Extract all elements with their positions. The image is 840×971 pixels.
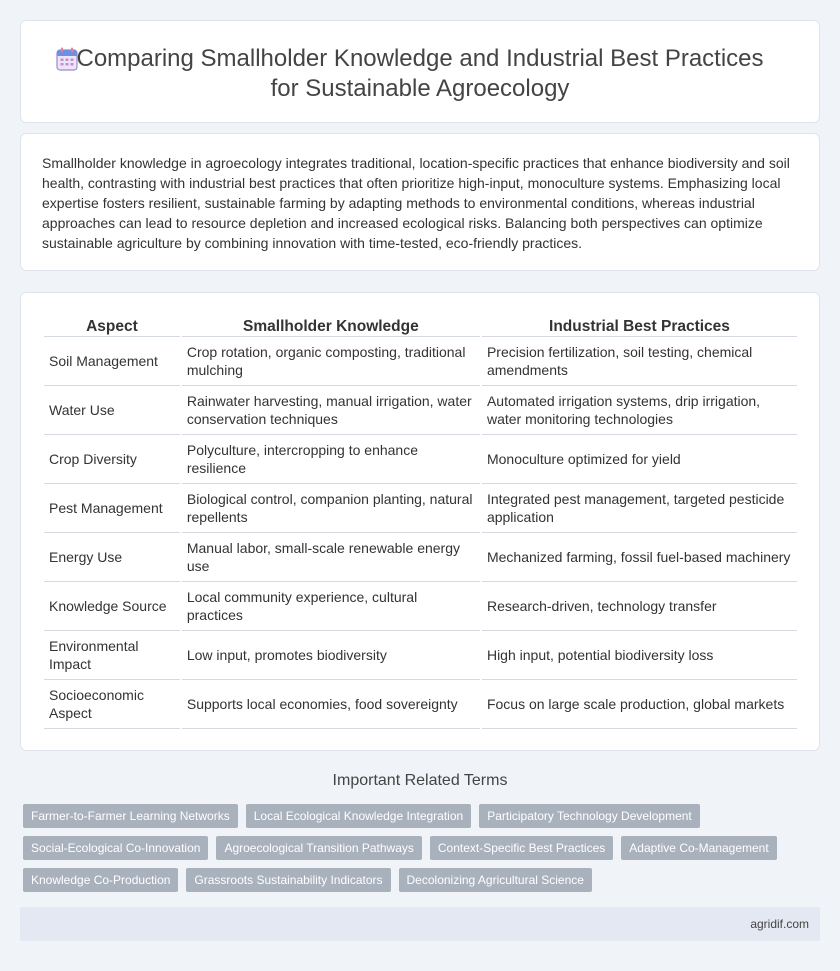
footer-site: agridif.com [750, 917, 809, 931]
intro-paragraph: Smallholder knowledge in agroecology integrates traditional, location-specific practices that enhance biodiversity and soil health, contrasting with industrial best practices that often prioritize high-input, monoculture systems. Emphasizing local expertise fosters resilient, sustainable farming by adapting methods to environmental conditions, whereas industrial approaches can lead to resource depletion and increased ecological risks. Balancing both perspectives can optimize sustainable agriculture by combining innovation with time-tested, eco-friendly practices. [42, 155, 790, 251]
table-row [44, 631, 797, 680]
cell-smallholder: Supports local economies, food sovereignty [182, 680, 480, 729]
table-row [44, 582, 797, 631]
cell-aspect: Pest Management [44, 484, 180, 533]
intro-card [20, 133, 820, 271]
cell-aspect: Energy Use [44, 533, 180, 582]
related-term-tag[interactable]: Context-Specific Best Practices [430, 836, 613, 860]
cell-aspect: Water Use [44, 386, 180, 435]
page-title-line-1: Comparing Smallholder Knowledge and Industrial Best Practices [76, 45, 764, 72]
cell-industrial: Automated irrigation systems, drip irrigation, water monitoring technologies [482, 386, 797, 435]
cell-smallholder: Low input, promotes biodiversity [182, 631, 480, 680]
cell-industrial: Mechanized farming, fossil fuel-based machinery [482, 533, 797, 582]
table-row [44, 337, 797, 386]
cell-smallholder: Rainwater harvesting, manual irrigation, water conservation techniques [182, 386, 480, 435]
related-term-tag[interactable]: Local Ecological Knowledge Integration [246, 804, 471, 828]
cell-aspect: Crop Diversity [44, 435, 180, 484]
related-term-tag[interactable]: Participatory Technology Development [479, 804, 700, 828]
cell-smallholder: Biological control, companion planting, natural repellents [182, 484, 480, 533]
cell-smallholder: Crop rotation, organic composting, traditional mulching [182, 337, 480, 386]
related-term-tag[interactable]: Farmer-to-Farmer Learning Networks [23, 804, 238, 828]
footer [20, 907, 820, 941]
related-term-tag[interactable]: Adaptive Co-Management [621, 836, 776, 860]
tag-row [23, 836, 813, 860]
table-header-row [44, 313, 797, 337]
table-row [44, 435, 797, 484]
related-term-tag[interactable]: Social-Ecological Co-Innovation [23, 836, 208, 860]
table-row [44, 680, 797, 729]
tag-row [23, 868, 813, 892]
cell-industrial: Precision fertilization, soil testing, chemical amendments [482, 337, 797, 386]
header-aspect: Aspect [44, 313, 180, 337]
related-term-tag[interactable]: Agroecological Transition Pathways [216, 836, 421, 860]
cell-industrial: Focus on large scale production, global markets [482, 680, 797, 729]
comparison-table [42, 313, 799, 729]
comparison-table-card [20, 292, 820, 751]
related-term-tag[interactable]: Decolonizing Agricultural Science [399, 868, 592, 892]
cell-aspect: Environmental Impact [44, 631, 180, 680]
related-terms-tags [23, 804, 813, 900]
title-card [20, 20, 820, 123]
cell-aspect: Socioeconomic Aspect [44, 680, 180, 729]
table-row [44, 533, 797, 582]
cell-aspect: Knowledge Source [44, 582, 180, 631]
table-row [44, 386, 797, 435]
page-title [21, 44, 819, 104]
cell-smallholder: Manual labor, small-scale renewable energy use [182, 533, 480, 582]
related-terms-title: Important Related Terms [332, 772, 508, 789]
related-term-tag[interactable]: Grassroots Sustainability Indicators [186, 868, 390, 892]
cell-smallholder: Polyculture, intercropping to enhance resilience [182, 435, 480, 484]
related-term-tag[interactable]: Knowledge Co-Production [23, 868, 178, 892]
cell-industrial: Integrated pest management, targeted pesticide application [482, 484, 797, 533]
header-smallholder: Smallholder Knowledge [182, 313, 480, 337]
cell-industrial: Monoculture optimized for yield [482, 435, 797, 484]
header-industrial: Industrial Best Practices [482, 313, 797, 337]
cell-industrial: High input, potential biodiversity loss [482, 631, 797, 680]
page-title-line-2: for Sustainable Agroecology [270, 75, 570, 102]
cell-aspect: Soil Management [44, 337, 180, 386]
tag-row [23, 804, 813, 828]
table-row [44, 484, 797, 533]
cell-smallholder: Local community experience, cultural practices [182, 582, 480, 631]
cell-industrial: Research-driven, technology transfer [482, 582, 797, 631]
